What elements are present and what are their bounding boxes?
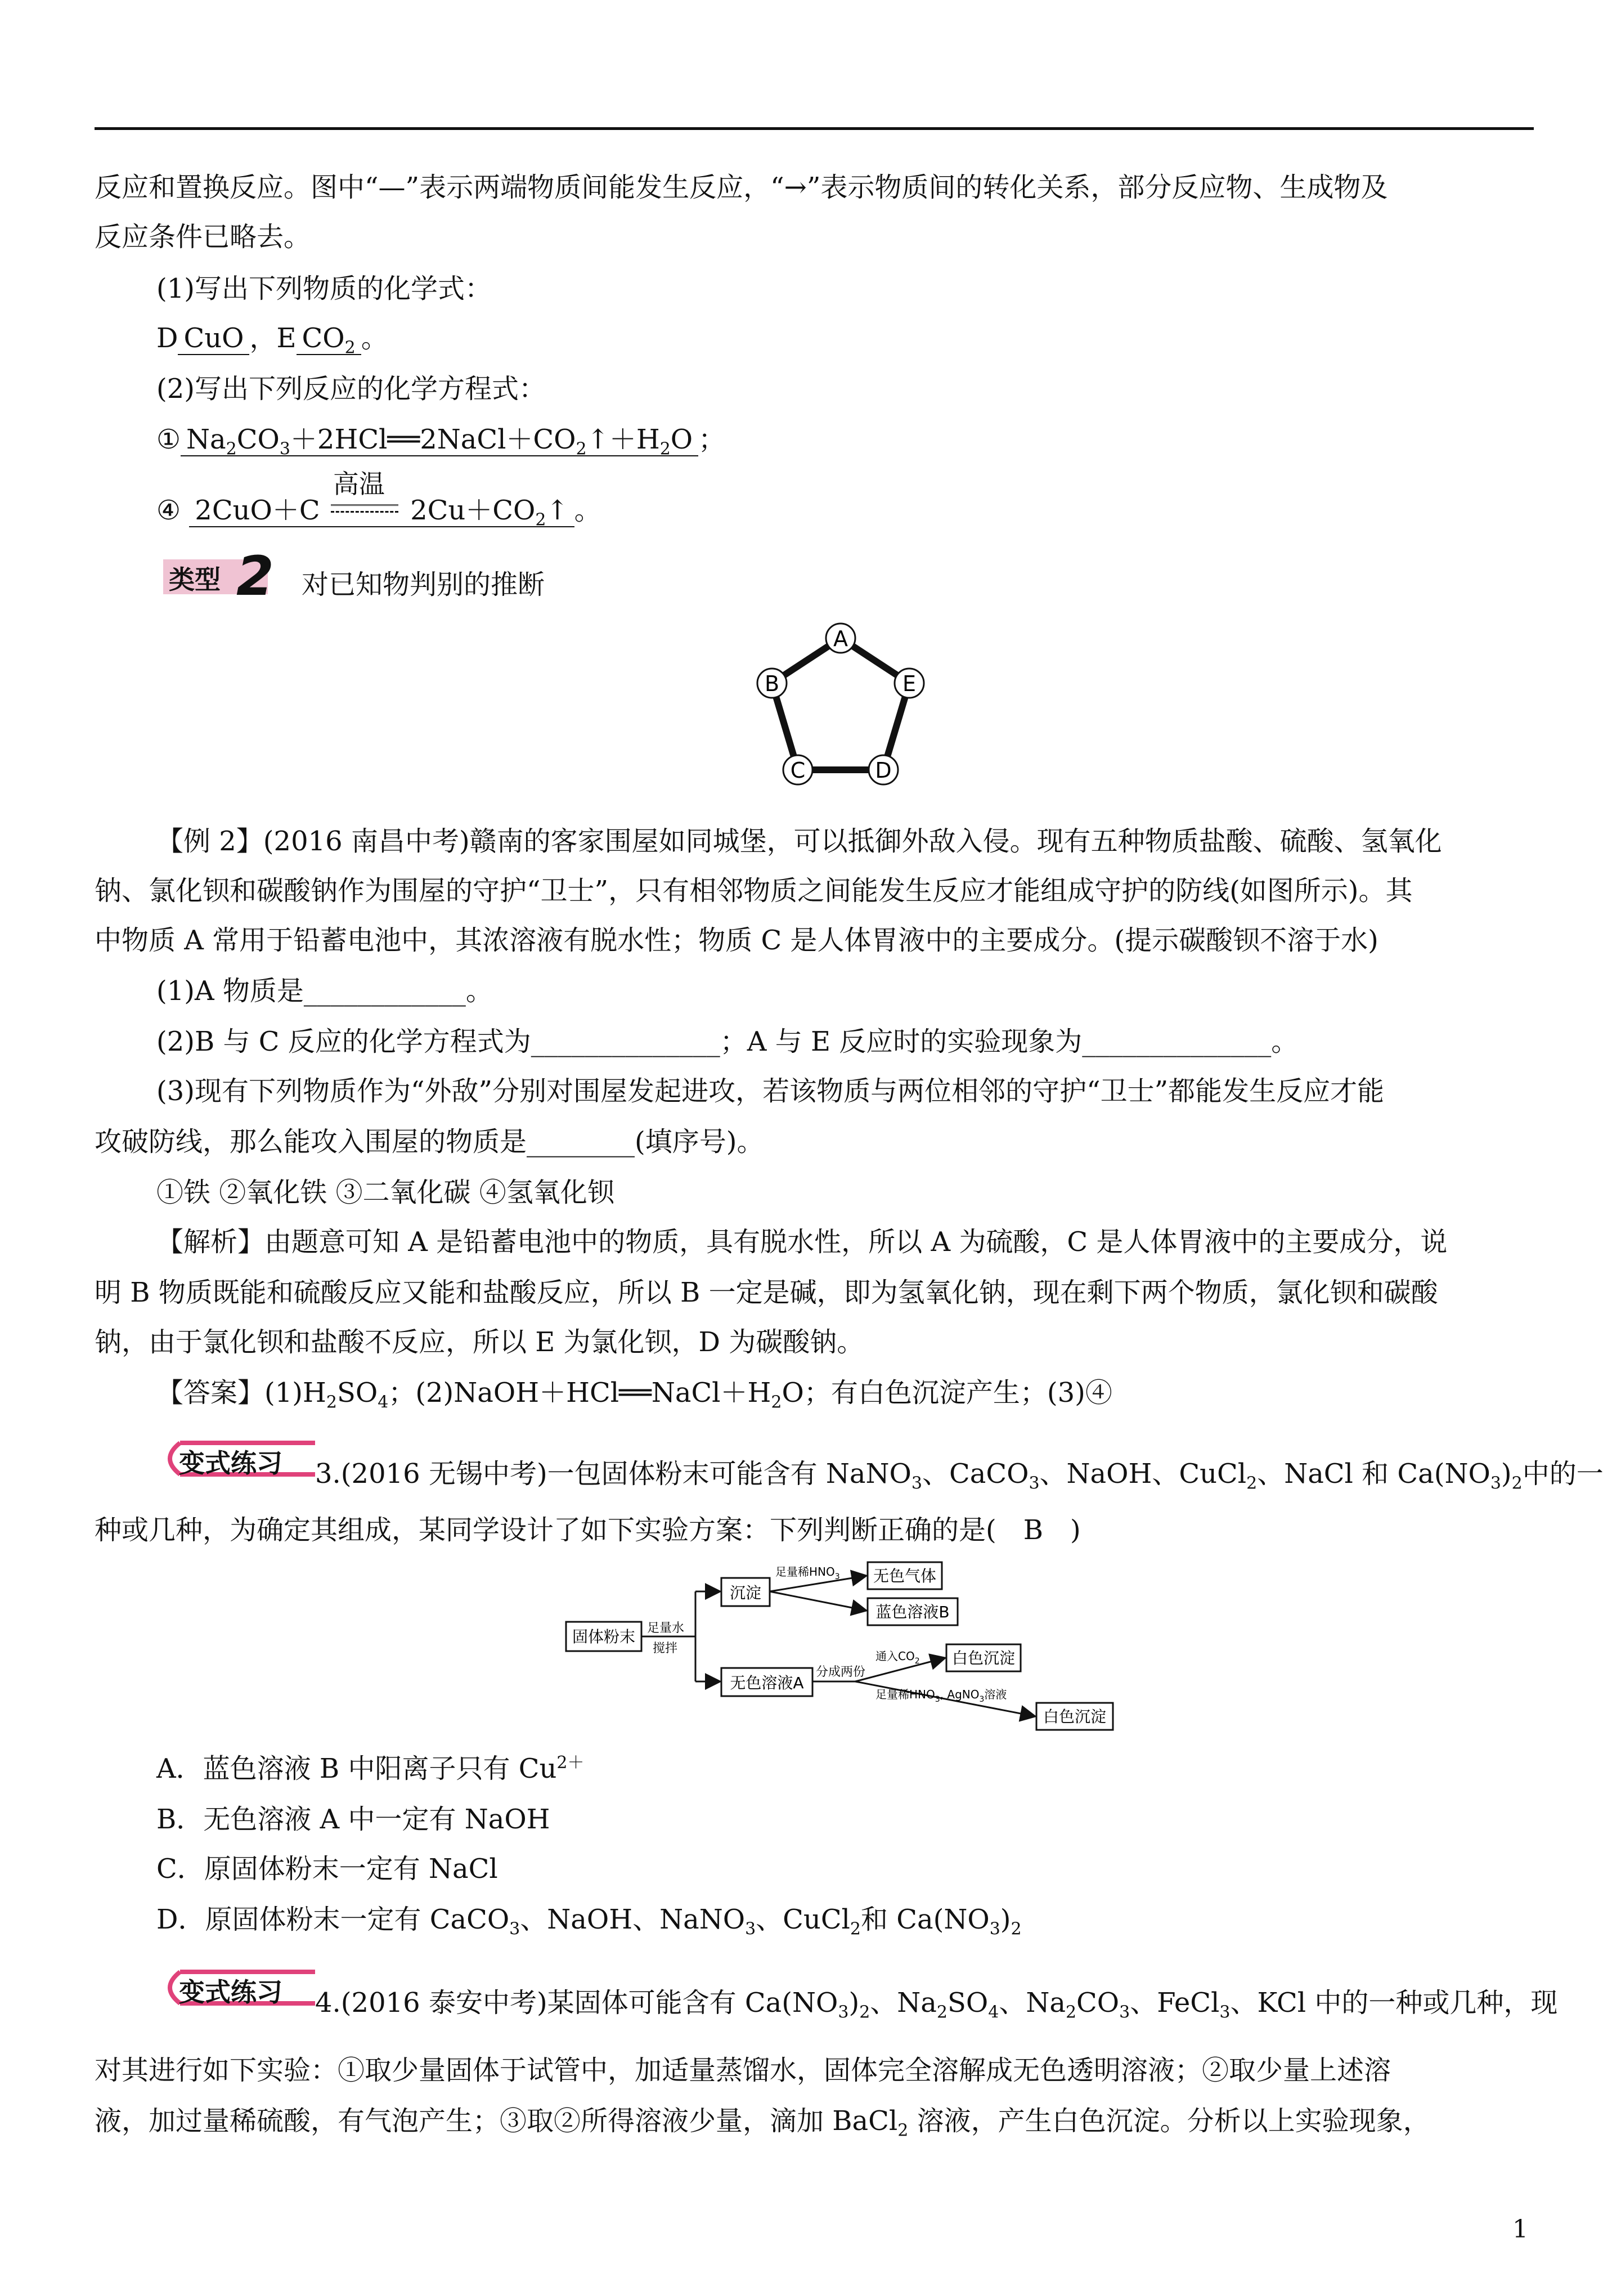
q2-prompt: (2)写出下列反应的化学方程式： [156, 373, 546, 405]
type-number: 2 [236, 545, 274, 608]
q3-option-a: A．蓝色溶液 B 中阳离子只有 $Cu^{2+}$ [156, 1753, 585, 1784]
svg-text:沉淀: 沉淀 [729, 1584, 762, 1602]
q3-line-1: 3.(2016 无锡中考)一包固体粉末可能含有 NaNO$_3$、CaCO$_3$、NaOH、CuCl$_2$、NaCl 和 $Ca(NO_3)_2$中的一 [315, 1458, 1604, 1494]
svg-text:通入CO2: 通入$CO_2$ [875, 1649, 920, 1666]
example2-options: ①铁 ②氧化铁 ③二氧化碳 ④氢氧化钡 [156, 1177, 614, 1208]
svg-text:C: C [790, 758, 806, 783]
svg-text:足量水: 足量水 [647, 1621, 685, 1635]
svg-text:搅拌: 搅拌 [653, 1642, 678, 1656]
analysis-line-3: 钠，由于氯化钡和盐酸不反应，所以 E 为氯化钡，D 为碳酸钠。 [95, 1326, 864, 1358]
eq4-answer: 2CuO＋C 高温 $2Cu+CO_2↑$ [189, 495, 574, 527]
variant-label-4: 变式练习 [158, 1970, 321, 2006]
analysis-line-2: 明 B 物质既能和硫酸反应又能和盐酸反应，所以 B 一定是碱，即为氢氧化钠，现在剩下两个物质，氯化钡和碳酸 [95, 1277, 1438, 1308]
example2-q3-line-2: 攻破防线，那么能攻入围屋的物质是________(填序号)。 [95, 1126, 764, 1158]
q1-answers [156, 316, 388, 358]
variant-label-3: 变式练习 [158, 1441, 321, 1477]
q1-d-label: D [156, 322, 178, 354]
q1-e-label: ，E [249, 322, 297, 354]
eq1-answer: $Na_2CO_3+2HCl══2NaCl+CO_2↑+H_2O$ [181, 424, 698, 456]
q3-line-2: 种或几种，为确定其组成，某同学设计了如下实验方案：下列判断正确的是( B ) [95, 1514, 1081, 1546]
svg-text:无色溶液A: 无色溶液A [730, 1674, 804, 1692]
node-a [826, 624, 855, 653]
svg-text:足量稀HNO3, AgNO3溶液: 足量稀$HNO_3$, AgNO$_3$溶液 [875, 1688, 1007, 1704]
q1-d-answer: CuO [178, 322, 249, 355]
svg-text:固体粉末: 固体粉末 [572, 1627, 636, 1646]
high-temp-condition: 高温 [329, 499, 402, 527]
q1-prompt: (1)写出下列物质的化学式： [156, 273, 492, 304]
svg-text:白色沉淀: 白色沉淀 [951, 1649, 1016, 1667]
type-label: 类型 [169, 564, 221, 595]
svg-text:A: A [833, 626, 848, 651]
svg-text:B: B [764, 671, 780, 696]
q3-option-b: B．无色溶液 A 中一定有 NaOH [156, 1804, 550, 1835]
header-rule [95, 127, 1534, 130]
node-c [783, 755, 812, 784]
node-d [869, 755, 898, 784]
q2-equation-4: ④ 2CuO＋C 高温 $2Cu+CO_2↑$ 。 [156, 468, 601, 530]
type-title: 对已知物判别的推断 [302, 569, 545, 600]
intro-line-1: 反应和置换反应。图中“—”表示两端物质间能发生反应，“→”表示物质间的转化关系，部分反应物、生成物及 [95, 172, 1388, 203]
q2-equation-1: ① $Na_2CO_3+2HCl══2NaCl+CO_2↑+H_2O$ ； [156, 424, 726, 459]
analysis-line-1: 【解析】由题意可知 A 是铅蓄电池中的物质，具有脱水性，所以 A 为硫酸，C 是人体胃液中的主要成分，说 [156, 1226, 1448, 1258]
svg-text:蓝色溶液B: 蓝色溶液B [875, 1603, 950, 1621]
page-number: 1 [1512, 2215, 1528, 2244]
q4-line-2: 对其进行如下实验：①取少量固体于试管中，加适量蒸馏水，固体完全溶解成无色透明溶液；②取少量上述溶 [95, 2055, 1391, 2086]
q3-option-d: D．原固体粉末一定有 CaCO$_3$、NaOH、NaNO$_3$、CuCl$_2$和 $Ca(NO_3)_2$ [156, 1904, 1022, 1939]
q1-end: 。 [361, 322, 388, 354]
flowchart [563, 1559, 1137, 1733]
q4-line-3: 液，加过量稀硫酸，有气泡产生；③取②所得溶液少量，滴加 BaCl$_2$ 溶液，产生白色沉淀。分析以上实验现象， [95, 2105, 1430, 2141]
pentagon-edges [772, 638, 909, 770]
svg-text:分成两份: 分成两份 [816, 1665, 866, 1679]
node-e [895, 669, 924, 698]
q4-line-1: 4.(2016 泰安中考)某固体可能含有 $Ca(NO_3)_2$、$Na_2SO_4$、$Na_2CO_3$、FeCl$_3$、KCl 中的一种或几种，现 [315, 1987, 1558, 2023]
svg-text:E: E [902, 671, 917, 696]
svg-text:无色气体: 无色气体 [873, 1567, 937, 1585]
example2-line-1: 【例 2】(2016 南昌中考)赣南的客家围屋如同城堡，可以抵御外敌入侵。现有五种物质盐酸、硫酸、氢氧化 [156, 826, 1442, 857]
intro-line-2: 反应条件已略去。 [95, 221, 311, 253]
svg-text:足量稀HNO3: 足量稀$HNO_3$ [775, 1565, 840, 1581]
svg-text:白色沉淀: 白色沉淀 [1043, 1707, 1107, 1726]
q3-option-c: C．原固体粉末一定有 NaCl [156, 1853, 498, 1885]
example2-q2: (2)B 与 C 反应的化学方程式为______________；A 与 E 反应时的实验现象为______________。 [156, 1026, 1299, 1057]
pentagon-diagram [731, 613, 945, 805]
answer-line: 【答案】$(1)H_2SO_4$；$(2)NaOH+HCl══NaCl+H_2O$；有白色沉淀产生；(3)④ [156, 1377, 1112, 1412]
q1-e-answer: $CO_2$ [297, 322, 361, 355]
example2-q1: (1)A 物质是____________。 [156, 975, 493, 1007]
example2-line-2: 钠、氯化钡和碳酸钠作为围屋的守护“卫士”，只有相邻物质之间能发生反应才能组成守护的防线(如图所示)。其 [95, 875, 1413, 907]
node-b [757, 669, 787, 698]
example2-q3-line-1: (3)现有下列物质作为“外敌”分别对围屋发起进攻，若该物质与两位相邻的守护“卫士”都能发生反应才能 [156, 1075, 1385, 1107]
svg-text:D: D [875, 758, 892, 783]
example2-line-3: 中物质 A 常用于铅蓄电池中，其浓溶液有脱水性；物质 C 是人体胃液中的主要成分。(提示碳酸钡不溶于水) [95, 925, 1378, 956]
